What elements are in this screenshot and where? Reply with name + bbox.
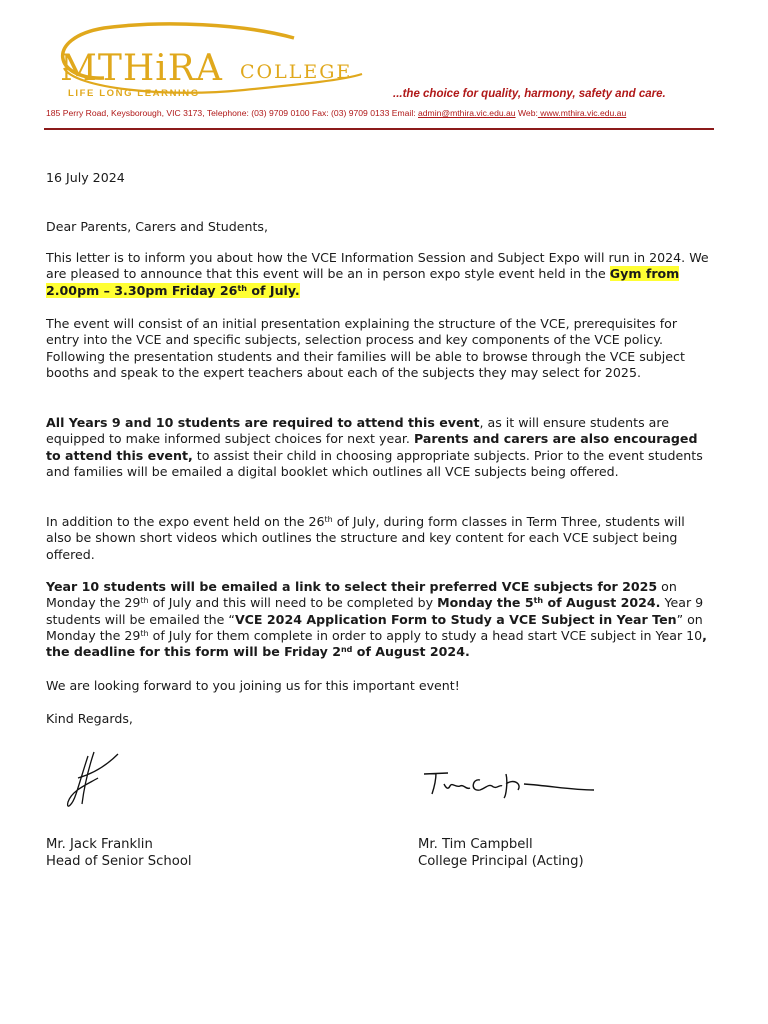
- email-link[interactable]: admin@mthira.vic.edu.au: [418, 108, 516, 118]
- paragraph-1: This letter is to inform you about how the VCE Information Session and Subject Expo will run in 2024. We are pleased to announce that this event will be an in person expo style event held in the Gym from 2.00pm – 3.30pm Friday 26th of July.: [46, 250, 709, 298]
- signature-tim-campbell: [422, 768, 600, 800]
- paragraph-5: Year 10 students will be emailed a link to select their preferred VCE subjects for 2025 on Monday the 29th of July and this will need to be completed by Monday the 5th of August 2024. Year 9 students will be emailed the “VCE 2024 Application Form to Study a VCE Subject in Year Ten” on Monday the 29th of July for them complete in order to apply to study a head start VCE subject in Year 10, the deadline for this form will be Friday 2nd of August 2024.: [46, 579, 707, 660]
- paragraph-3: All Years 9 and 10 students are required to attend this event, as it will ensure students are equipped to make informed subject choices for next year. Parents and carers are also encouraged to attend this event, to assist their child in choosing appropriate subjects. Prior to the event students and families will be emailed a digital booklet which outlines all VCE subjects being offered.: [46, 415, 703, 479]
- signature-jack-franklin: [58, 748, 128, 814]
- paragraph-6: We are looking forward to you joining us for this important event!: [46, 678, 460, 693]
- college-logo: [44, 18, 374, 108]
- signatory-campbell: [418, 836, 584, 870]
- signatory-title: Head of Senior School: [46, 854, 192, 869]
- address-line: [46, 108, 626, 118]
- web-link[interactable]: www.mthira.vic.edu.au: [537, 108, 627, 118]
- tagline: ...the choice for quality, harmony, safety and care.: [393, 88, 666, 100]
- closing: Kind Regards,: [46, 711, 133, 726]
- letter-date: 16 July 2024: [46, 170, 125, 185]
- signatory-franklin: [46, 836, 192, 870]
- salutation: Dear Parents, Carers and Students,: [46, 219, 268, 234]
- web-label: Web:: [515, 108, 538, 118]
- address-text: 185 Perry Road, Keysborough, VIC 3173, Telephone: (03) 9709 0100 Fax: (03) 9709 0133 Email:: [46, 108, 418, 118]
- signatory-name: Mr. Jack Franklin: [46, 837, 153, 852]
- logo-motto-text: LIFE LONG LEARNING: [68, 88, 200, 99]
- signatory-name: Mr. Tim Campbell: [418, 837, 533, 852]
- paragraph-2: The event will consist of an initial presentation explaining the structure of the VCE, prerequisites for entry into the VCE and specific subjects, selection process and key components of the VCE policy. Following the presentation students and their families will be able to browse through the VCE subject booths and speak to the expert teachers about each of the subjects they may select for 2025.: [46, 316, 685, 380]
- logo-college-text: COLLEGE: [240, 61, 353, 83]
- paragraph-4: In addition to the expo event held on the 26th of July, during form classes in Term Three, students will also be shown short videos which outlines the structure and key content for each VCE subject being offered.: [46, 514, 685, 562]
- logo-main-text: MTHiRA: [60, 48, 223, 89]
- letterhead-divider: [44, 128, 714, 130]
- signatory-title: College Principal (Acting): [418, 854, 584, 869]
- highlighted-event-time: Gym from 2.00pm – 3.30pm Friday 26th of July.: [46, 266, 680, 298]
